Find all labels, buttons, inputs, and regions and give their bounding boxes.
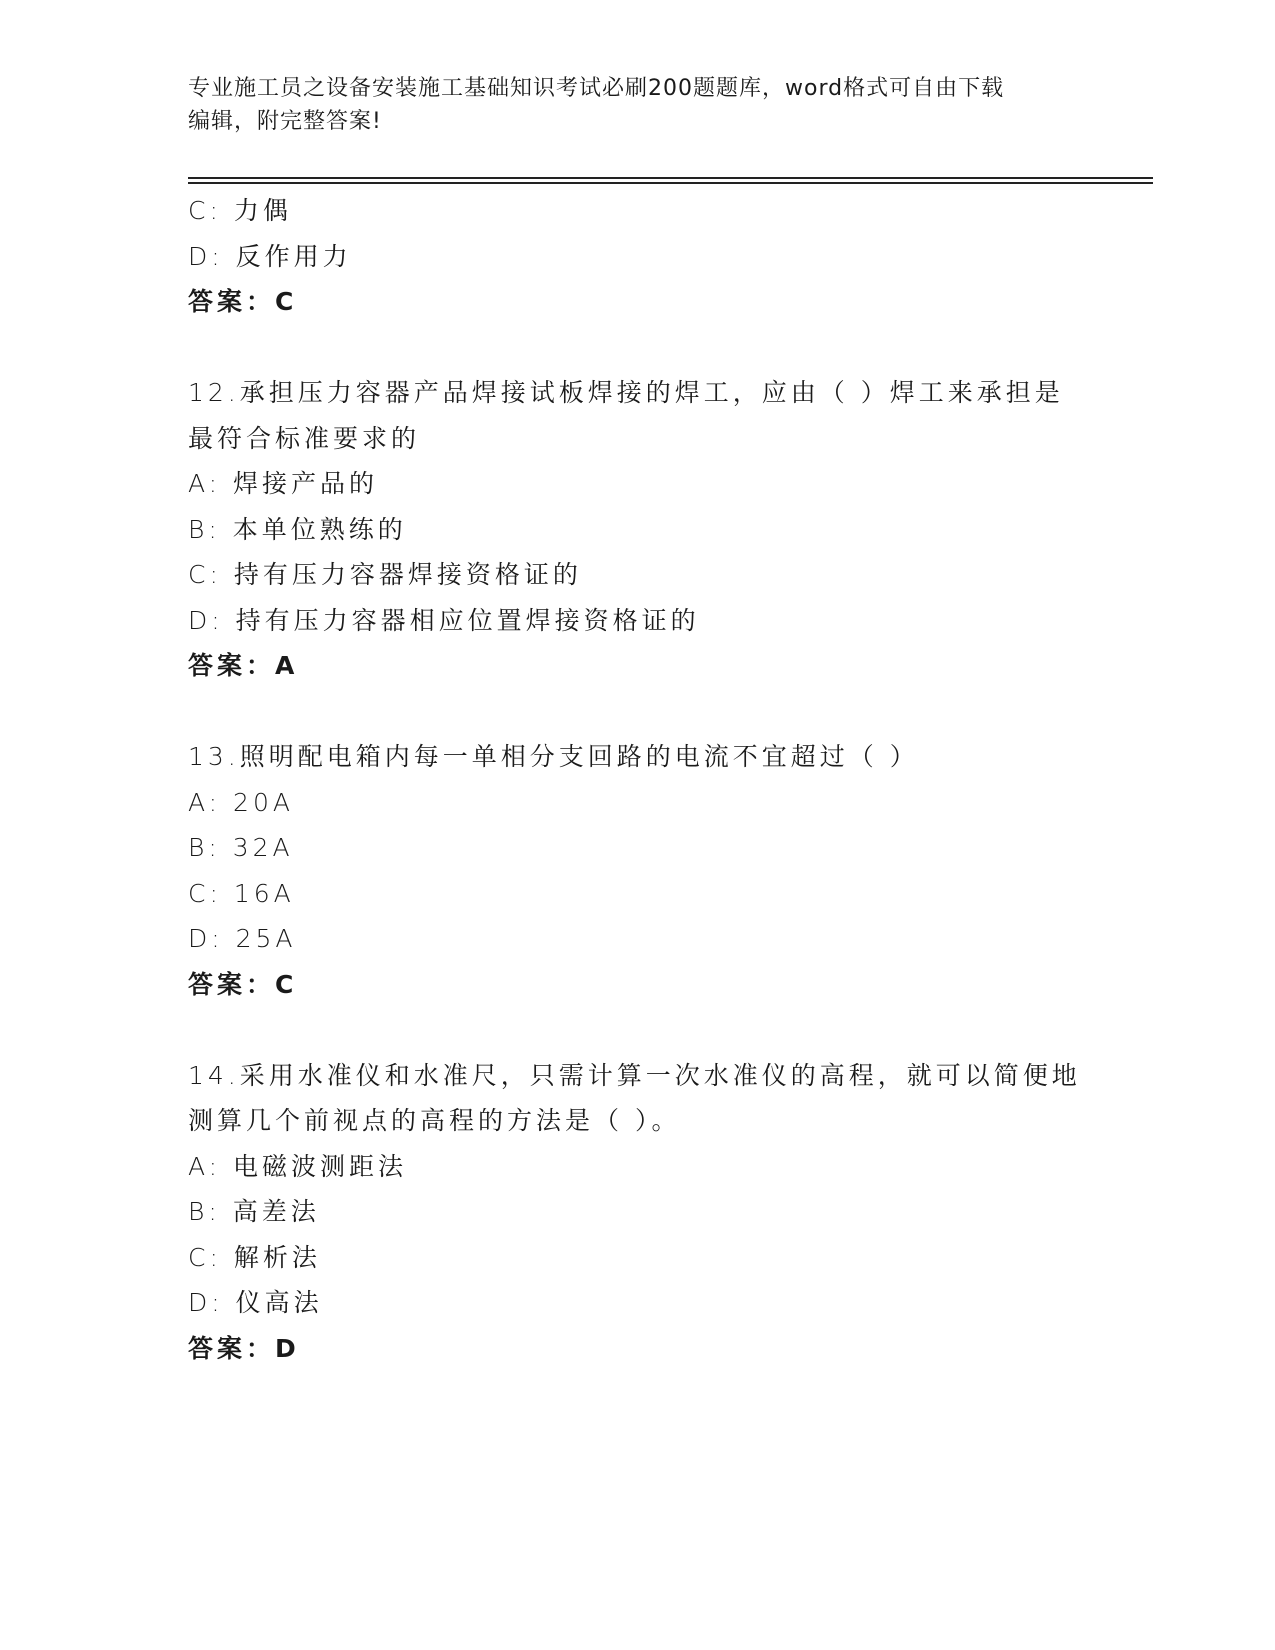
q14-option-c: C: 解析法 [188, 1242, 321, 1272]
question-12-block [188, 370, 1088, 689]
header-line-1: 专业施工员之设备安装施工基础知识考试必刷200题题库，word格式可自由下载 [188, 76, 1005, 101]
q13-option-a: A: 20A [188, 787, 294, 817]
header-divider-bottom [188, 182, 1153, 184]
q12-stem-line-2: 最符合标准要求的 [188, 423, 421, 453]
spacer [188, 325, 1088, 371]
q14-stem-line-1: 14.采用水准仪和水准尺，只需计算一次水准仪的高程，就可以简便地 [188, 1060, 1081, 1090]
q14-option-a: A: 电磁波测距法 [188, 1151, 408, 1181]
spacer [188, 689, 1088, 735]
document-header [188, 72, 1088, 138]
q13-option-b: B: 32A [188, 833, 294, 862]
q11-answer: 答案：C [188, 287, 298, 316]
question-14-block [188, 1053, 1088, 1372]
q12-stem-line-1: 12.承担压力容器产品焊接试板焊接的焊工，应由（ ）焊工来承担是 [188, 378, 1064, 407]
q14-stem-line-2: 测算几个前视点的高程的方法是（ ）。 [188, 1106, 681, 1135]
q11-option-d: D: 反作用力 [188, 241, 352, 271]
question-13-block [188, 734, 1088, 1007]
q14-option-d: D: 仪高法 [188, 1288, 323, 1317]
question-11-block [188, 188, 1088, 325]
q11-option-c: C: 力偶 [188, 196, 292, 225]
q12-option-b: B: 本单位熟练的 [188, 514, 407, 544]
q13-option-d: D: 25A [188, 924, 297, 953]
q13-answer: 答案：C [188, 969, 298, 999]
q12-answer: 答案：A [188, 651, 299, 680]
spacer [188, 1007, 1088, 1053]
question-list [188, 188, 1088, 1371]
q14-option-b: B: 高差法 [188, 1197, 320, 1226]
q14-answer: 答案：D [188, 1333, 300, 1363]
header-divider-top [188, 177, 1153, 179]
q13-option-c: C: 16A [188, 878, 295, 908]
q13-stem-line-1: 13.照明配电箱内每一单相分支回路的电流不宜超过（ ） [188, 742, 919, 771]
q12-option-c: C: 持有压力容器焊接资格证的 [188, 560, 582, 589]
header-line-2: 编辑，附完整答案! [188, 109, 382, 134]
q12-option-a: A: 焊接产品的 [188, 469, 379, 498]
q12-option-d: D: 持有压力容器相应位置焊接资格证的 [188, 605, 700, 635]
